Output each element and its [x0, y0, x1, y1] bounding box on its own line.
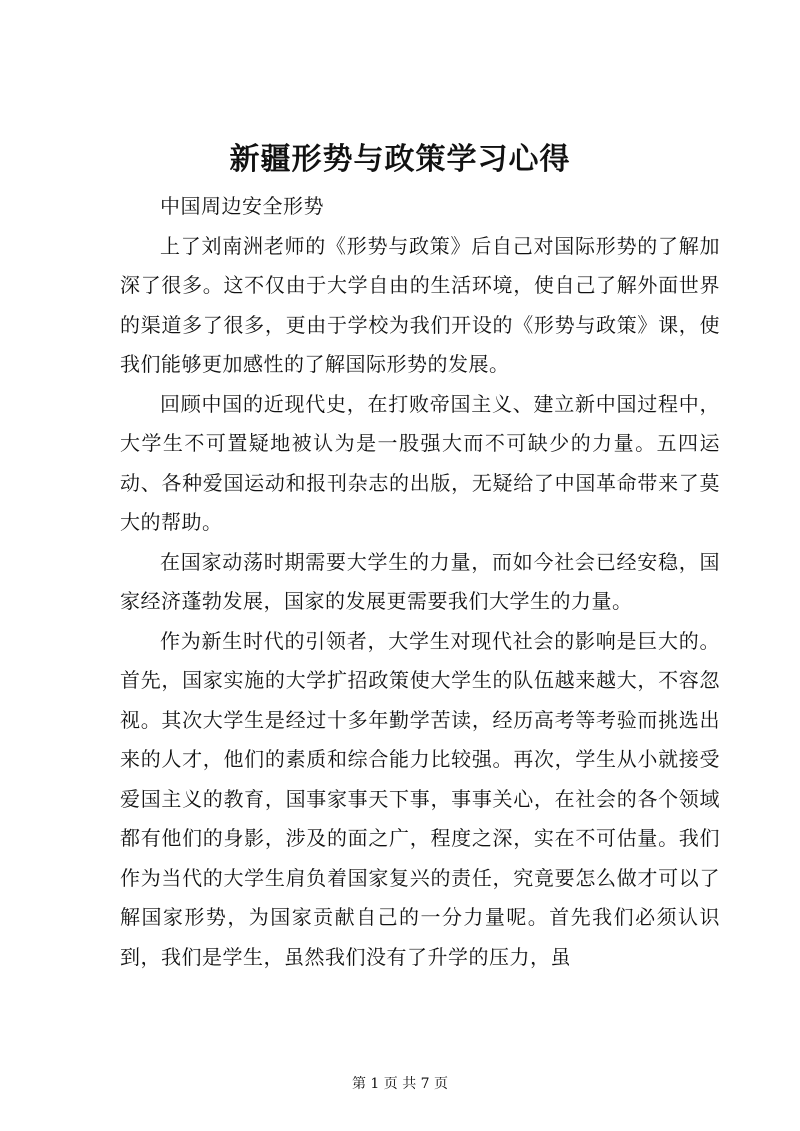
document-title: 新疆形势与政策学习心得: [229, 142, 571, 177]
paragraph-2: 回顾中国的近现代史，在打败帝国主义、建立新中国过程中，大学生不可置疑地被认为是一股强大而不可缺少的力量。五四运动、各种爱国运动和报刊杂志的出版，无疑给了中国革命带来了莫大的帮助。: [120, 391, 720, 534]
paragraph-1: 上了刘南洲老师的《形势与政策》后自己对国际形势的了解加深了很多。这不仅由于大学自由的生活环境，使自己了解外面世界的渠道多了很多，更由于学校为我们开设的《形势与政策》课，使我们能够更加感性的了解国际形势的发展。: [120, 233, 720, 376]
document-body: [120, 187, 720, 977]
section-heading: 中国周边安全形势: [160, 194, 324, 218]
paragraph-3: 在国家动荡时期需要大学生的力量，而如今社会已经安稳，国家经济蓬勃发展，国家的发展更需要我们大学生的力量。: [120, 549, 720, 613]
page-footer: 第 1 页 共 7 页: [351, 1076, 449, 1092]
paragraph-4: 作为新生时代的引领者，大学生对现代社会的影响是巨大的。首先，国家实施的大学扩招政策使大学生的队伍越来越大，不容忽视。其次大学生是经过十多年勤学苦读，经历高考等考验而挑选出来的人才，他们的素质和综合能力比较强。再次，学生从小就接受爱国主义的教育，国事家事天下事，事事关心，在社会的各个领域都有他们的身影，涉及的面之广，程度之深，实在不可估量。我们作为当代的大学生肩负着国家复兴的责任，究竟要怎么做才可以了解国家形势，为国家贡献自己的一分力量呢。首先我们必须认识到，我们是学生，虽然我们没有了升学的压力，虽: [120, 628, 720, 969]
